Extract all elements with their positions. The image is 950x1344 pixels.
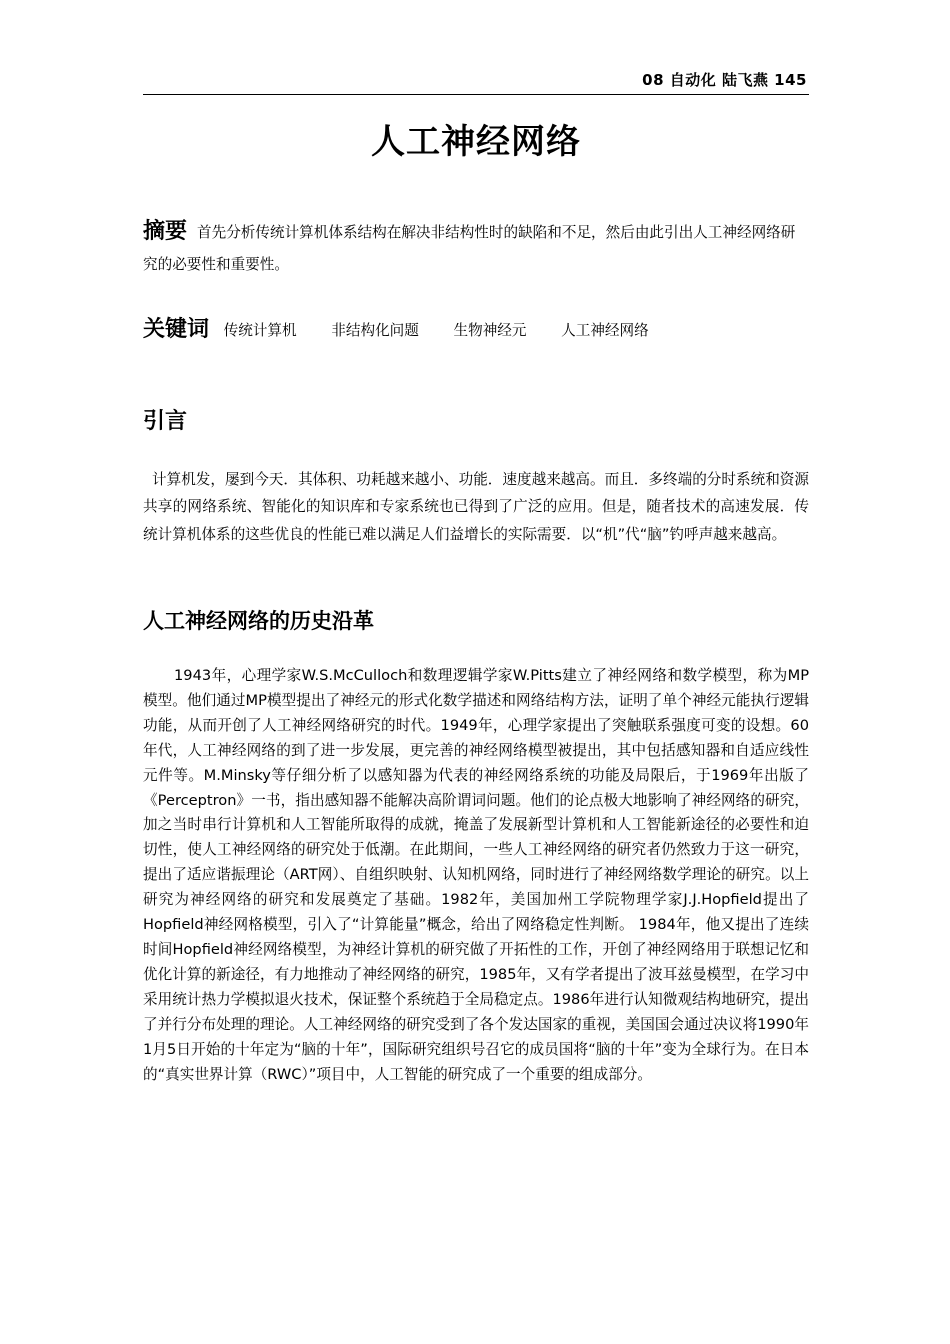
keyword-item: 人工神经网络 — [561, 322, 649, 339]
keyword-item: 非结构化问题 — [331, 322, 419, 339]
page-header — [143, 66, 809, 95]
abstract-block — [143, 216, 809, 281]
keyword-item: 生物神经元 — [453, 322, 527, 339]
keywords-block — [143, 312, 809, 343]
section-paragraph-introduction: 计算机发，屡到今天．其体积、功耗越来越小、功能．速度越来越高。而且．多终端的分时系统和资源共享的网络系统、智能化的知识库和专家系统也已得到了广泛的应用。但是，随者技术的高速发展．传统计算机体系的这些优良的性能已难以满足人们益增长的实际需要．以“机”代“脑”钓呼声越来越高。 — [143, 471, 809, 543]
abstract-text: 首先分析传统计算机体系结构在解决非结构性时的缺陷和不足，然后由此引出人工神经网络研究的必要性和重要性。 — [143, 224, 796, 273]
header-text: 08 自动化 陆飞燕 145 — [642, 71, 807, 89]
keywords-label: 关键词 — [143, 317, 210, 342]
section-heading-introduction: 引言 — [143, 409, 188, 434]
keyword-item: 传统计算机 — [223, 322, 297, 339]
abstract-label: 摘要 — [143, 219, 188, 244]
document-title: 人工神经网络 — [371, 122, 581, 162]
section-paragraph-history: 1943年，心理学家W.S.McCulloch和数理逻辑学家W.Pitts建立了神经网络和数学模型，称为MP模型。他们通过MP模型提出了神经元的形式化数学描述和网络结构方法，证明了单个神经元能执行逻辑功能，从而开创了人工神经网络研究的时代。1949年，心理学家提出了突触联系强度可变的设想。60年代，人工神经网络的到了进一步发展，更完善的神经网络模型被提出，其中包括感知器和自适应线性元件等。M.Minsky等仔细分析了以感知器为代表的神经网络系统的功能及局限后，于1969年出版了《Perceptron》一书，指出感知器不能解决高阶谓词问题。他们的论点极大地影响了神经网络的研究，加之当时串行计算机和人工智能所取得的成就，掩盖了发展新型计算机和人工智能新途径的必要性和迫切性，使人工神经网络的研究处于低潮。在此期间，一些人工神经网络的研究者仍然致力于这一研究，提出了适应谐振理论（ART网）、自组织映射、认知机网络，同时进行了神经网络数学理论的研究。以上研究为神经网络的研究和发展奠定了基础。1982年，美国加州工学院物理学家J.J.Hopfield提出了Hopfield神经网格模型，引入了“计算能量”概念，给出了网络稳定性判断。 1984年，他又提出了连续时间Hopfield神经网络模型，为神经计算机的研究做了开拓性的工作，开创了神经网络用于联想记忆和优化计算的新途径，有力地推动了神经网络的研究，1985年，又有学者提出了波耳兹曼模型，在学习中采用统计热力学模拟退火技术，保证整个系统趋于全局稳定点。1986年进行认知微观结构地研究，提出了并行分布处理的理论。人工神经网络的研究受到了各个发达国家的重视，美国国会通过决议将1990年1月5日开始的十年定为“脑的十年”，国际研究组织号召它的成员国将“脑的十年”变为全球行为。在日本的“真实世界计算（RWC）”项目中，人工智能的研究成了一个重要的组成部分。 — [143, 667, 809, 1083]
section-heading-history: 人工神经网络的历史沿革 — [143, 609, 374, 633]
